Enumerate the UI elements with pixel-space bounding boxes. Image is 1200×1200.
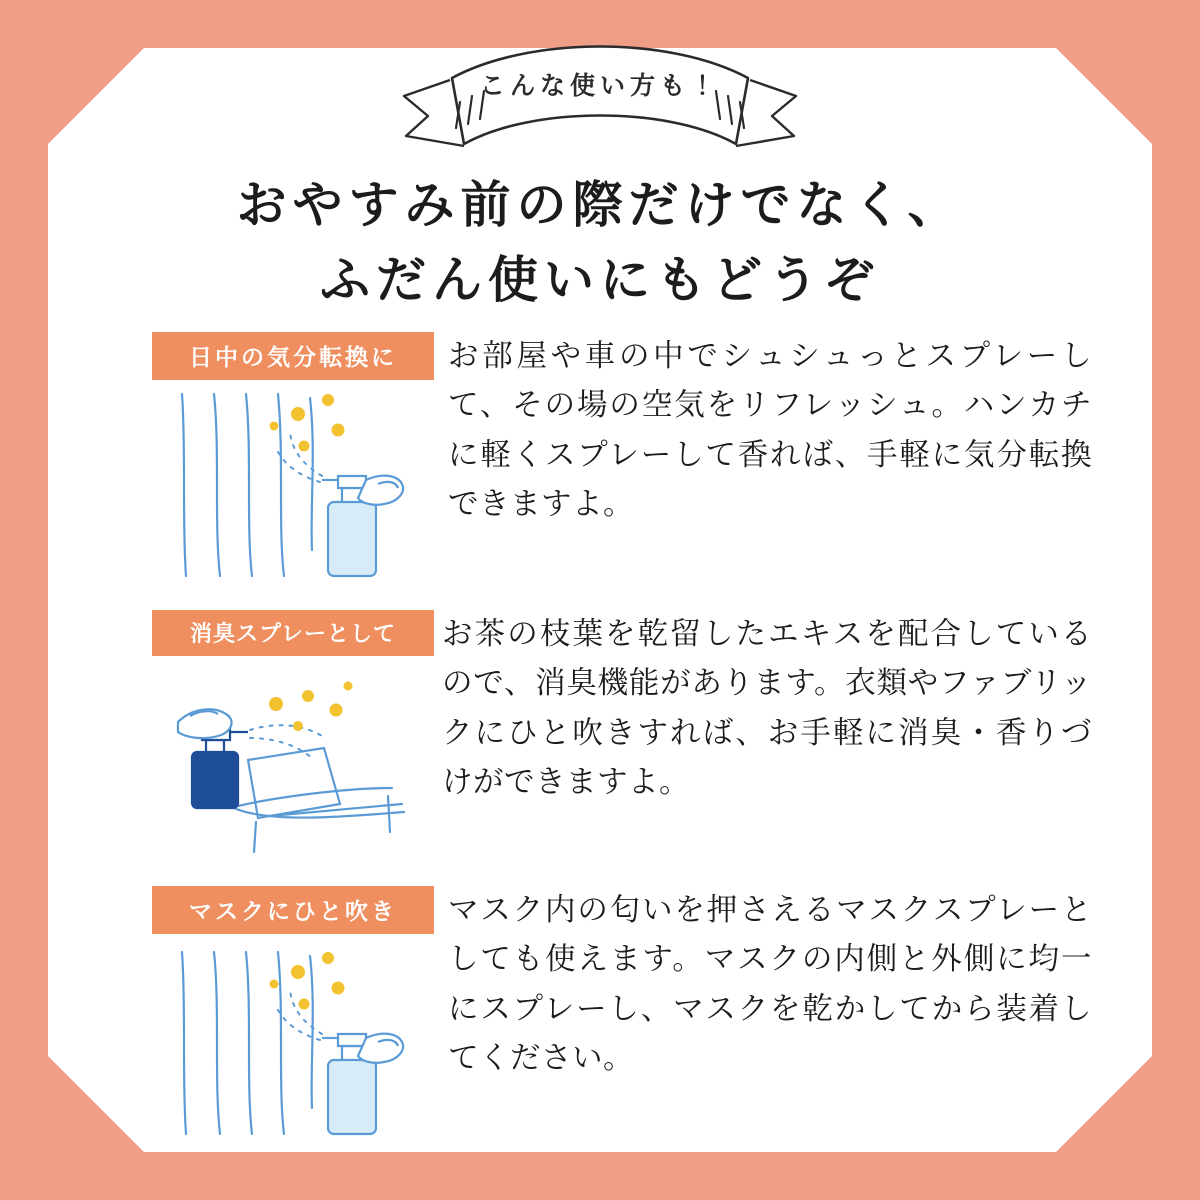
usage-row — [152, 886, 1092, 1142]
usage-sections — [152, 332, 1092, 1164]
usage-row — [152, 332, 1092, 588]
ribbon-banner — [390, 40, 810, 170]
usage-tag: 消臭スプレーとして — [152, 610, 434, 656]
usage-body: お茶の枝葉を乾留したエキスを配合しているので、消臭機能があります。衣類やファブリックにひと吹きすれば、お手軽に消臭・香りづけができますよ。 — [442, 617, 1092, 801]
ribbon-shape-icon — [390, 40, 810, 170]
usage-body: マスク内の匂いを押さえるマスクスプレーとしても使えます。マスクの内側と外側に均一にスプレーし、マスクを乾かしてから装着してください。 — [448, 893, 1092, 1077]
usage-figure — [152, 332, 434, 588]
page-title — [0, 168, 1200, 318]
usage-figure — [152, 886, 434, 1142]
sofa-spray-icon — [152, 656, 434, 864]
usage-body: お部屋や車の中でシュシュっとスプレーして、その場の空気をリフレッシュ。ハンカチに軽くスプレーして香れば、手軽に気分転換できますよ。 — [448, 339, 1092, 523]
mask-spray-icon — [152, 934, 434, 1142]
page-title-line2: ふだん使いにもどうぞ — [320, 251, 880, 309]
usage-tag: 日中の気分転換に — [152, 332, 434, 380]
curtain-spray-icon — [152, 380, 434, 588]
usage-figure — [152, 610, 434, 864]
ribbon-label: こんな使い方も！ — [479, 71, 720, 100]
usage-row — [152, 610, 1092, 864]
page-title-line1: おやすみ前の際だけでなく、 — [236, 176, 964, 234]
usage-tag: マスクにひと吹き — [152, 886, 434, 934]
